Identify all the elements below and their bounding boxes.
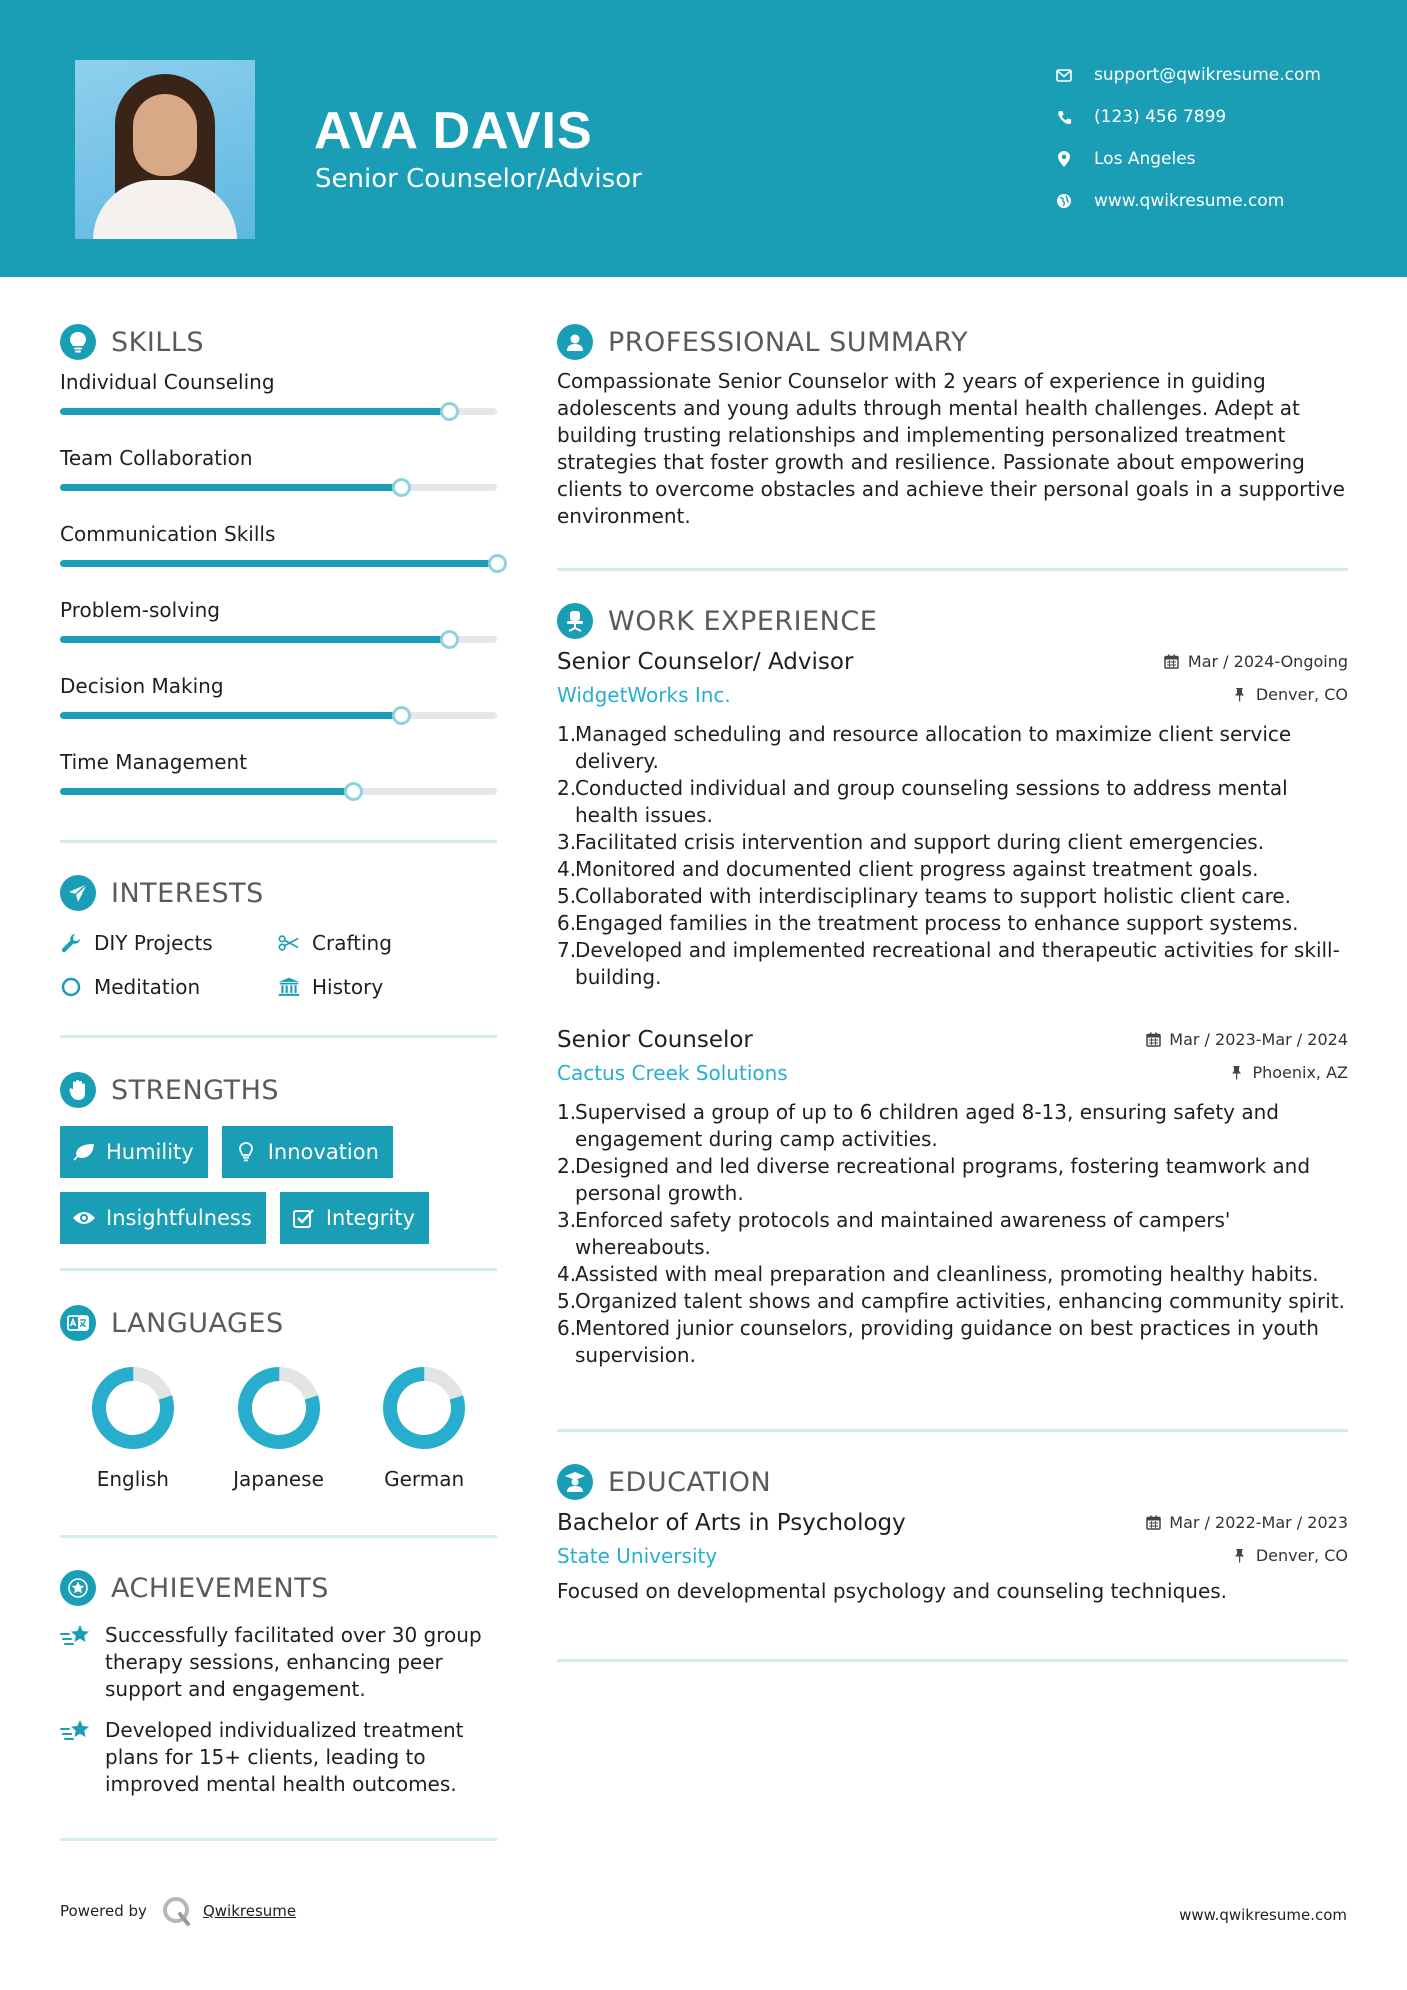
powered-by-text: Powered by bbox=[60, 1902, 147, 1920]
contact-email-text: support@qwikresume.com bbox=[1094, 65, 1321, 85]
interest-item bbox=[278, 929, 478, 957]
skill-bar-knob bbox=[440, 402, 459, 421]
footer-powered-by bbox=[60, 1895, 296, 1927]
job-bullet: 3. Facilitated crisis intervention and support during client emergencies. bbox=[557, 830, 1265, 854]
contact-location bbox=[1054, 138, 1394, 180]
language-item bbox=[351, 1363, 497, 1491]
leaf-icon bbox=[72, 1140, 96, 1164]
strengths-header bbox=[60, 1068, 497, 1112]
skill-bar-fill bbox=[60, 408, 449, 415]
achievements-header bbox=[60, 1566, 497, 1610]
shooting-star-icon bbox=[60, 1622, 92, 1652]
skill-item bbox=[60, 668, 497, 744]
language-label: Japanese bbox=[233, 1467, 324, 1491]
qwikresume-link[interactable]: Qwikresume bbox=[202, 1902, 297, 1920]
interest-item bbox=[278, 973, 478, 1001]
skill-bar-knob bbox=[392, 706, 411, 725]
section-divider bbox=[60, 1268, 497, 1271]
calendar-icon bbox=[1164, 654, 1180, 670]
job-dates bbox=[1164, 652, 1348, 671]
skill-name: Team Collaboration bbox=[60, 446, 253, 470]
interest-label: Crafting bbox=[312, 931, 392, 955]
job-dates-text: Mar / 2023-Mar / 2024 bbox=[1169, 1030, 1348, 1049]
pushpin-icon bbox=[1232, 687, 1248, 703]
graduate-icon bbox=[557, 1464, 593, 1500]
calendar-icon bbox=[1145, 1032, 1161, 1048]
job-bullet: 1. Supervised a group of up to 6 children aged 8-13, ensuring safety and engagement during camp activities. bbox=[557, 1100, 1279, 1151]
skill-item bbox=[60, 516, 497, 592]
job-bullet: 2. Designed and led diverse recreational programs, fostering teamwork and personal growth. bbox=[557, 1154, 1311, 1205]
skill-name: Decision Making bbox=[60, 674, 224, 698]
lightbulb-icon bbox=[60, 324, 96, 360]
job-location bbox=[1232, 685, 1348, 704]
job-bullet: 6. Engaged families in the treatment process to enhance support systems. bbox=[557, 911, 1299, 935]
job-bullet: 5. Organized talent shows and campfire activities, enhancing community spirit. bbox=[557, 1289, 1345, 1313]
section-divider bbox=[557, 1659, 1348, 1662]
interest-label: Meditation bbox=[94, 975, 201, 999]
skill-bar bbox=[60, 408, 497, 415]
job-location bbox=[1228, 1063, 1348, 1082]
skill-item bbox=[60, 364, 497, 440]
skill-bar-fill bbox=[60, 712, 401, 719]
job-dates-text: Mar / 2024-Ongoing bbox=[1187, 652, 1348, 671]
languages-list bbox=[60, 1363, 497, 1491]
interests-list bbox=[60, 929, 497, 1001]
company-link[interactable]: Cactus Creek Solutions bbox=[557, 1061, 788, 1085]
interest-item bbox=[60, 929, 278, 957]
skill-bar-fill bbox=[60, 560, 497, 567]
education-description: Focused on developmental psychology and counseling techniques. bbox=[557, 1579, 1228, 1603]
profile-photo bbox=[75, 60, 255, 239]
right-column bbox=[557, 320, 1348, 1662]
strength-label: Humility bbox=[106, 1140, 194, 1164]
achievement-text: Developed individualized treatment plans for 15+ clients, leading to improved mental health outcomes. bbox=[105, 1718, 464, 1796]
section-divider bbox=[60, 1838, 497, 1841]
job-location-text: Phoenix, AZ bbox=[1252, 1063, 1348, 1082]
job-bullets bbox=[557, 1099, 1348, 1369]
circle-icon bbox=[60, 976, 82, 998]
skill-bar bbox=[60, 636, 497, 643]
contact-phone-text: (123) 456 7899 bbox=[1094, 107, 1227, 127]
language-item bbox=[60, 1363, 206, 1491]
interests-title: INTERESTS bbox=[111, 877, 264, 909]
language-item bbox=[206, 1363, 352, 1491]
skill-item bbox=[60, 440, 497, 516]
degree-title: Bachelor of Arts in Psychology bbox=[557, 1510, 906, 1536]
contact-location-text: Los Angeles bbox=[1094, 149, 1196, 169]
skill-bar-fill bbox=[60, 484, 401, 491]
language-donut bbox=[379, 1363, 469, 1453]
achievement-text: Successfully facilitated over 30 group therapy sessions, enhancing peer support and engagement. bbox=[105, 1623, 482, 1701]
job-bullet: 2. Conducted individual and group counseling sessions to address mental health issues. bbox=[557, 776, 1288, 827]
section-divider bbox=[557, 568, 1348, 571]
job-location-text: Denver, CO bbox=[1255, 685, 1348, 704]
job-title: Senior Counselor/ Advisor bbox=[557, 649, 854, 675]
interest-label: DIY Projects bbox=[94, 931, 213, 955]
education-title: EDUCATION bbox=[608, 1466, 772, 1498]
education-dates bbox=[1145, 1513, 1348, 1532]
skills-list bbox=[60, 364, 497, 820]
job-bullet: 4. Monitored and documented client progress against treatment goals. bbox=[557, 857, 1259, 881]
skill-name: Time Management bbox=[60, 750, 248, 774]
strengths-title: STRENGTHS bbox=[111, 1074, 280, 1106]
lightbulb-icon bbox=[234, 1140, 258, 1164]
language-icon bbox=[60, 1305, 96, 1341]
check-square-icon bbox=[292, 1206, 316, 1230]
company-link[interactable]: WidgetWorks Inc. bbox=[557, 683, 731, 707]
strength-chip bbox=[60, 1192, 266, 1244]
skill-bar bbox=[60, 560, 497, 567]
skill-bar bbox=[60, 712, 497, 719]
skill-bar bbox=[60, 484, 497, 491]
education-dates-text: Mar / 2022-Mar / 2023 bbox=[1169, 1513, 1348, 1532]
experience-title: WORK EXPERIENCE bbox=[608, 605, 878, 637]
pushpin-icon bbox=[1232, 1548, 1248, 1564]
skill-bar-knob bbox=[392, 478, 411, 497]
language-donut bbox=[234, 1363, 324, 1453]
calendar-icon bbox=[1145, 1515, 1161, 1531]
star-badge-icon bbox=[60, 1570, 96, 1606]
skill-bar-knob bbox=[488, 554, 507, 573]
skill-name: Individual Counseling bbox=[60, 370, 275, 394]
experience-header bbox=[557, 599, 1348, 643]
pushpin-icon bbox=[1228, 1065, 1244, 1081]
strength-chip bbox=[280, 1192, 429, 1244]
shooting-star-icon bbox=[60, 1717, 92, 1747]
job-bullets bbox=[557, 721, 1348, 991]
summary-text: Compassionate Senior Counselor with 2 years of experience in guiding adolescents and young adults through mental health challenges. Adept at building trusting relationships and implementing personalized treatment strategies that foster growth and resilience. Passionate about empowering clients to overcome obstacles and achieve their personal goals in a supportive environment. bbox=[557, 369, 1345, 528]
strengths-list bbox=[60, 1126, 497, 1244]
contact-website[interactable] bbox=[1054, 180, 1394, 222]
language-donut bbox=[88, 1363, 178, 1453]
phone-icon bbox=[1054, 107, 1074, 127]
job-bullet: 3. Enforced safety protocols and maintained awareness of campers' whereabouts. bbox=[557, 1208, 1231, 1259]
languages-header bbox=[60, 1301, 497, 1345]
user-icon bbox=[557, 324, 593, 360]
education-location bbox=[1232, 1546, 1348, 1565]
wrench-icon bbox=[60, 932, 82, 954]
skills-title: SKILLS bbox=[111, 326, 205, 358]
contact-list bbox=[1054, 54, 1394, 222]
strength-label: Innovation bbox=[267, 1140, 379, 1164]
skill-bar-knob bbox=[440, 630, 459, 649]
strength-label: Insightfulness bbox=[106, 1206, 252, 1230]
interest-item bbox=[60, 973, 278, 1001]
section-divider bbox=[557, 1429, 1348, 1432]
paper-plane-icon bbox=[60, 875, 96, 911]
strength-chip bbox=[222, 1126, 393, 1178]
skill-bar-fill bbox=[60, 636, 449, 643]
interests-header bbox=[60, 871, 497, 915]
achievements-title: ACHIEVEMENTS bbox=[111, 1572, 329, 1604]
contact-phone[interactable] bbox=[1054, 96, 1394, 138]
globe-icon bbox=[1054, 191, 1074, 211]
education-location-text: Denver, CO bbox=[1255, 1546, 1348, 1565]
job-bullet: 6. Mentored junior counselors, providing guidance on best practices in youth supervision. bbox=[557, 1316, 1319, 1367]
strength-label: Integrity bbox=[325, 1206, 415, 1230]
job-bullet: 1. Managed scheduling and resource allocation to maximize client service delivery. bbox=[557, 722, 1292, 773]
candidate-title: Senior Counselor/Advisor bbox=[315, 164, 642, 194]
summary-header bbox=[557, 320, 1348, 364]
header-banner bbox=[0, 0, 1407, 277]
section-divider bbox=[60, 1535, 497, 1538]
section-divider bbox=[60, 1035, 497, 1038]
skills-header bbox=[60, 320, 497, 364]
bank-icon bbox=[278, 976, 300, 998]
skill-bar-knob bbox=[344, 782, 363, 801]
eye-icon bbox=[72, 1206, 96, 1230]
job-entry bbox=[557, 1027, 1348, 1369]
language-label: German bbox=[384, 1467, 465, 1491]
map-marker-icon bbox=[1054, 149, 1074, 169]
qwikresume-logo-icon bbox=[161, 1895, 193, 1927]
school-link[interactable]: State University bbox=[557, 1544, 718, 1568]
achievement-item bbox=[60, 1717, 497, 1798]
languages-title: LANGUAGES bbox=[111, 1307, 284, 1339]
job-entry bbox=[557, 649, 1348, 991]
skill-item bbox=[60, 592, 497, 668]
education-entry bbox=[557, 1510, 1348, 1605]
job-title: Senior Counselor bbox=[557, 1027, 753, 1053]
envelope-icon bbox=[1054, 65, 1074, 85]
job-dates bbox=[1145, 1030, 1348, 1049]
contact-email[interactable] bbox=[1054, 54, 1394, 96]
skill-bar-fill bbox=[60, 788, 353, 795]
office-chair-icon bbox=[557, 603, 593, 639]
interest-label: History bbox=[312, 975, 384, 999]
job-bullet: 7. Developed and implemented recreational and therapeutic activities for skill-building. bbox=[557, 938, 1340, 989]
footer-website[interactable]: www.qwikresume.com bbox=[1179, 1906, 1347, 1924]
scissors-icon bbox=[278, 932, 300, 954]
job-bullet: 4. Assisted with meal preparation and cleanliness, promoting healthy habits. bbox=[557, 1262, 1319, 1286]
skill-item bbox=[60, 744, 497, 820]
contact-website-text: www.qwikresume.com bbox=[1094, 191, 1285, 211]
skill-bar bbox=[60, 788, 497, 795]
achievement-item bbox=[60, 1622, 497, 1703]
education-header bbox=[557, 1460, 1348, 1504]
language-label: English bbox=[96, 1467, 169, 1491]
strength-chip bbox=[60, 1126, 208, 1178]
skill-name: Problem-solving bbox=[60, 598, 220, 622]
job-bullet: 5. Collaborated with interdisciplinary teams to support holistic client care. bbox=[557, 884, 1292, 908]
left-column bbox=[60, 320, 497, 1841]
summary-title: PROFESSIONAL SUMMARY bbox=[608, 326, 969, 358]
hand-icon bbox=[60, 1072, 96, 1108]
section-divider bbox=[60, 840, 497, 843]
skill-name: Communication Skills bbox=[60, 522, 276, 546]
candidate-name: AVA DAVIS bbox=[314, 102, 593, 160]
